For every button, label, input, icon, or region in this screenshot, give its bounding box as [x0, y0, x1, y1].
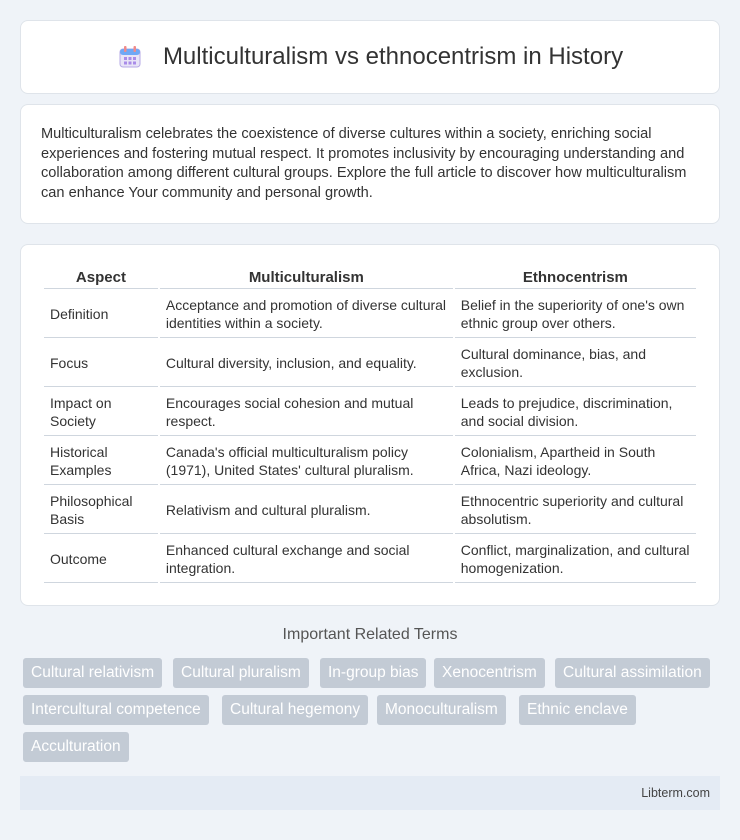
calendar-icon: [117, 44, 143, 70]
multiculturalism-cell: Relativism and cultural pluralism.: [160, 487, 453, 534]
multiculturalism-cell: Canada's official multiculturalism policy (1971), United States' cultural pluralism.: [160, 438, 453, 485]
related-term-tag[interactable]: Cultural assimilation: [555, 658, 710, 688]
aspect-cell: Focus: [44, 340, 158, 387]
ethnocentrism-cell: Conflict, marginalization, and cultural homogenization.: [455, 536, 696, 583]
comparison-table: [42, 265, 698, 585]
related-term-tag[interactable]: Acculturation: [23, 732, 129, 762]
ethnocentrism-cell: Ethnocentric superiority and cultural absolutism.: [455, 487, 696, 534]
multiculturalism-cell: Encourages social cohesion and mutual respect.: [160, 389, 453, 436]
multiculturalism-cell: Cultural diversity, inclusion, and equality.: [160, 340, 453, 387]
header-ethnocentrism: Ethnocentrism: [455, 267, 696, 289]
related-term-tag[interactable]: Xenocentrism: [434, 658, 545, 688]
related-term-tag[interactable]: In-group bias: [320, 658, 426, 688]
comparison-card: [20, 244, 720, 606]
intro-paragraph: Multiculturalism celebrates the coexistence of diverse cultures within a society, enriching social experiences and fostering mutual respect. It promotes inclusivity by encouraging understanding and collaboration among different cultural groups. Explore the full article to discover how multiculturalism can enhance Your community and personal growth.: [41, 126, 687, 201]
related-term-tag[interactable]: Intercultural competence: [23, 695, 209, 725]
table-header-row: [44, 267, 696, 289]
related-term-tag[interactable]: Cultural pluralism: [173, 658, 309, 688]
footer: [20, 776, 720, 810]
related-term-tag[interactable]: Monoculturalism: [377, 695, 506, 725]
multiculturalism-cell: Enhanced cultural exchange and social integration.: [160, 536, 453, 583]
aspect-cell: Impact on Society: [44, 389, 158, 436]
related-term-tag[interactable]: Ethnic enclave: [519, 695, 636, 725]
related-term-tag[interactable]: Cultural hegemony: [222, 695, 368, 725]
aspect-cell: Definition: [44, 291, 158, 338]
aspect-cell: Philosophical Basis: [44, 487, 158, 534]
header-aspect: Aspect: [44, 267, 158, 289]
ethnocentrism-cell: Colonialism, Apartheid in South Africa, Nazi ideology.: [455, 438, 696, 485]
ethnocentrism-cell: Belief in the superiority of one's own ethnic group over others.: [455, 291, 696, 338]
multiculturalism-cell: Acceptance and promotion of diverse cultural identities within a society.: [160, 291, 453, 338]
table-row: [44, 340, 696, 387]
aspect-cell: Historical Examples: [44, 438, 158, 485]
related-term-tag[interactable]: Cultural relativism: [23, 658, 162, 688]
table-row: [44, 487, 696, 534]
aspect-cell: Outcome: [44, 536, 158, 583]
ethnocentrism-cell: Leads to prejudice, discrimination, and social division.: [455, 389, 696, 436]
footer-site-link[interactable]: Libterm.com: [641, 786, 710, 800]
intro-card: [20, 104, 720, 224]
header-multiculturalism: Multiculturalism: [160, 267, 453, 289]
table-row: [44, 536, 696, 583]
ethnocentrism-cell: Cultural dominance, bias, and exclusion.: [455, 340, 696, 387]
table-row: [44, 389, 696, 436]
table-row: [44, 438, 696, 485]
table-row: [44, 291, 696, 338]
related-terms-heading: Important Related Terms: [282, 626, 458, 643]
title-card: [20, 20, 720, 94]
page-title: Multiculturalism vs ethnocentrism in History: [162, 43, 624, 70]
